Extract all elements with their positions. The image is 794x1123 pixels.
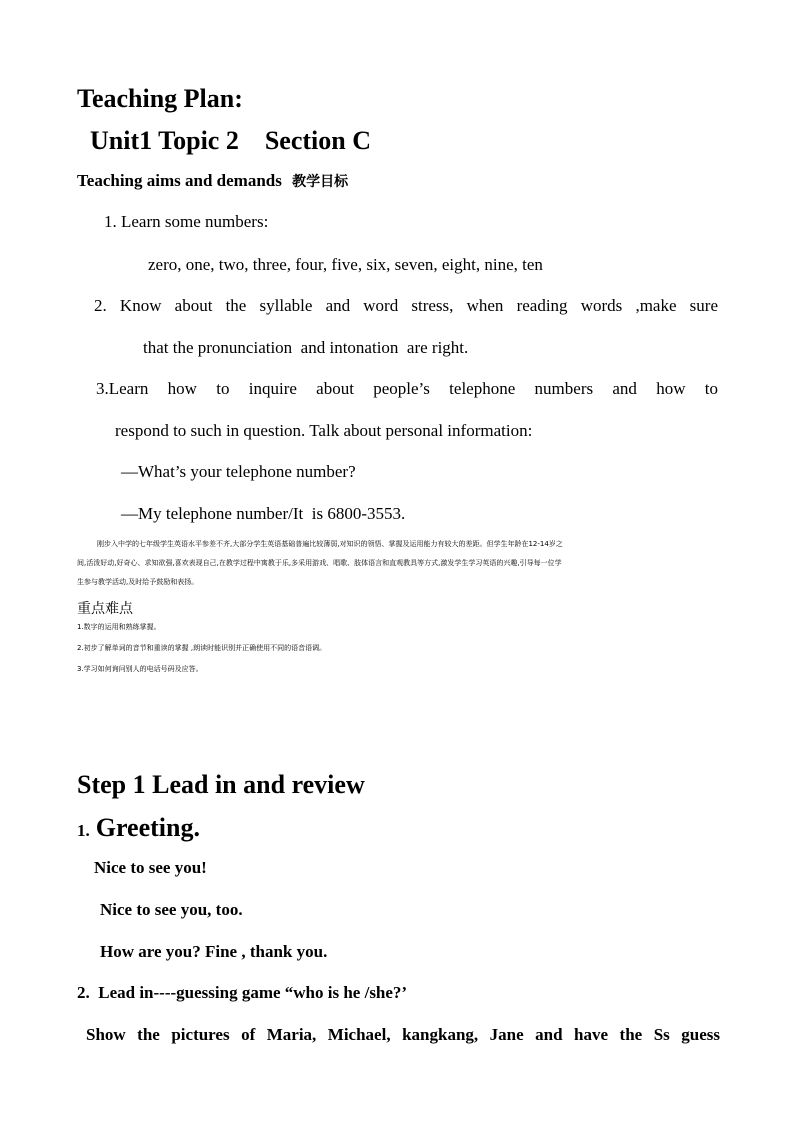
greeting-heading	[77, 813, 200, 843]
aims-heading	[77, 171, 348, 191]
greeting-line-2: Nice to see you, too.	[100, 900, 243, 919]
aim-item-2-line1: 2. Know about the syllable and word stress, when reading words ,make sure	[94, 296, 718, 315]
greeting-line-3: How are you? Fine , thank you.	[100, 942, 328, 961]
aim-item-3-line1: 3.Learn how to inquire about people’s telephone numbers and how to	[96, 379, 718, 398]
step1-heading: Step 1 Lead in and review	[77, 770, 365, 799]
aim-item-2-line2: that the pronunciation and intonation are right.	[143, 338, 469, 357]
lead-in-item: 2. Lead in----guessing game “who is he /she?’	[77, 983, 408, 1002]
key-point-1: 1.数字的运用和熟练掌握。	[77, 623, 161, 631]
aim-numbers-list: zero, one, two, three, four, five, six, seven, eight, nine, ten	[148, 255, 543, 274]
aims-heading-en: Teaching aims and demands	[77, 171, 282, 190]
analysis-line-3: 生参与教学活动,及时给予鼓励和表扬。	[77, 578, 199, 586]
document-title: Teaching Plan:	[77, 84, 243, 113]
key-points-heading: 重点难点	[77, 601, 133, 617]
key-point-3: 3.学习如何询问别人的电话号码及应答。	[77, 665, 203, 673]
analysis-line-1: 刚步入中学的七年级学生英语水平参差不齐,大部分学生英语基础普遍比较薄弱,对知识的领悟、掌握及运用能力有较大的差距。但学生年龄在12-14岁之	[97, 540, 563, 548]
show-pictures-line: Show the pictures of Maria, Michael, kangkang, Jane and have the Ss guess	[86, 1025, 720, 1044]
dialog-answer: —My telephone number/It is 6800-3553.	[121, 504, 406, 523]
analysis-line-2: 间,活泼好动,好奇心、求知欲强,喜欢表现自己,在教学过程中寓教于乐,多采用游戏、唱歌、肢体语言和直观教具等方式,激发学生学习英语的兴趣,引导每一位学	[77, 559, 562, 567]
greeting-number: 1.	[77, 821, 90, 840]
aim-item-3-line2: respond to such in question. Talk about personal information:	[115, 421, 533, 440]
key-point-2: 2.初步了解单词的音节和重读的掌握 ,朗读时能识别并正确使用不同的语音语调。	[77, 644, 327, 652]
aim-item-1: 1. Learn some numbers:	[104, 212, 269, 231]
document-subtitle: Unit1 Topic 2 Section C	[90, 126, 371, 155]
dialog-question: —What’s your telephone number?	[121, 462, 356, 481]
greeting-title: Greeting.	[95, 813, 200, 842]
student-analysis-paragraph	[77, 535, 718, 592]
greeting-line-1: Nice to see you!	[94, 858, 207, 877]
aims-heading-cn: 教学目标	[292, 174, 349, 190]
